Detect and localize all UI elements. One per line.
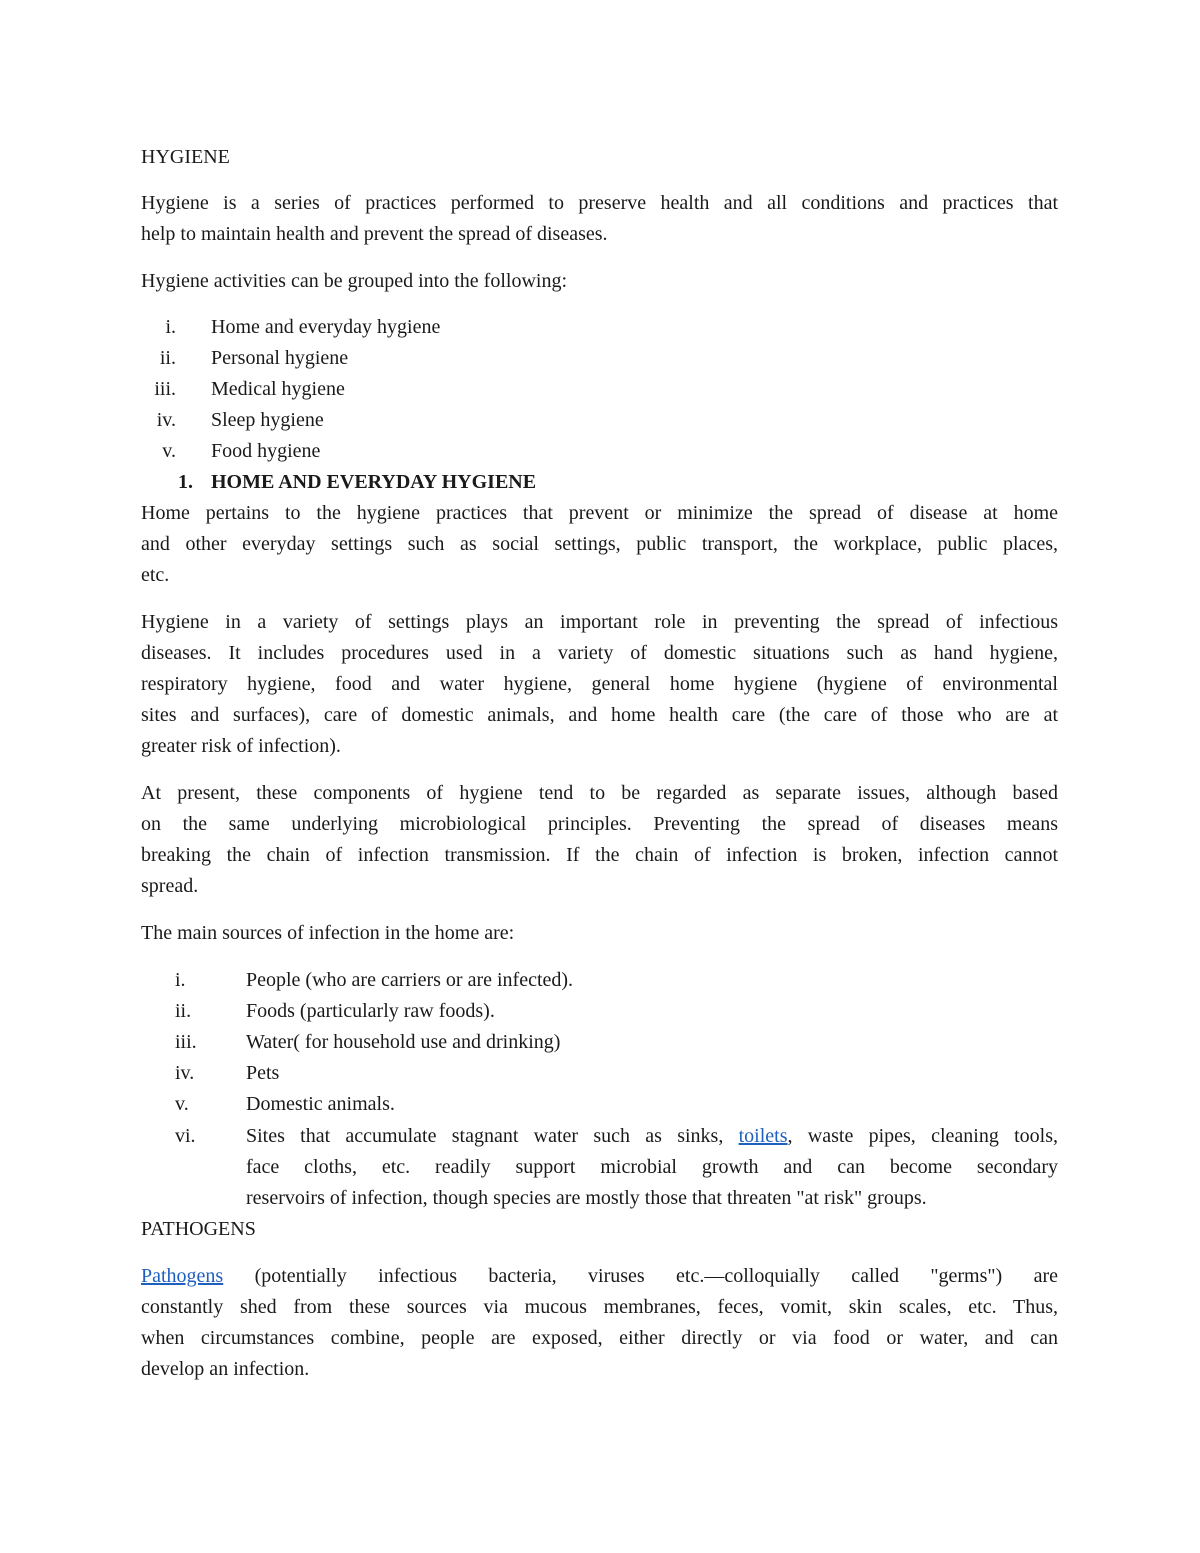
paragraph-line: Hygiene in a variety of settings plays an important role in preventing the spread of infectious [141,611,1058,633]
intro-line: help to maintain health and prevent the spread of diseases. [141,223,608,245]
intro-line: Hygiene is a series of practices performed to preserve health and all conditions and practices that [141,192,1058,214]
list-marker: ii. [175,1000,192,1022]
paragraph-text: (potentially infectious bacteria, viruses etc.—colloquially called "germs") are [223,1265,1058,1287]
list-item: Medical hygiene [211,378,345,400]
pathogens-heading: PATHOGENS [141,1218,256,1240]
list-item: Foods (particularly raw foods). [246,1000,495,1022]
paragraph-line: greater risk of infection). [141,735,341,757]
paragraph-line: constantly shed from these sources via mucous membranes, feces, vomit, skin scales, etc. Thus, [141,1296,1058,1318]
paragraph-line: breaking the chain of infection transmission. If the chain of infection is broken, infection cannot [141,844,1058,866]
list-item-text: , waste pipes, cleaning tools, [787,1125,1058,1147]
paragraph-line: develop an infection. [141,1358,310,1380]
list-item-text: Sites that accumulate stagnant water such as sinks, [246,1125,739,1147]
section-heading: HOME AND EVERYDAY HYGIENE [211,471,537,493]
paragraph-line: etc. [141,564,170,586]
paragraph-line: Home pertains to the hygiene practices that prevent or minimize the spread of disease at home [141,502,1058,524]
list-item: Water( for household use and drinking) [246,1031,561,1053]
list-item: People (who are carriers or are infected). [246,969,574,991]
pathogens-link[interactable]: Pathogens [141,1265,224,1287]
list-marker: i. [165,316,176,338]
list-item: Personal hygiene [211,347,349,369]
paragraph-line: when circumstances combine, people are exposed, either directly or via food or water, and can [141,1327,1058,1349]
list-item: Home and everyday hygiene [211,316,441,338]
list-marker: i. [175,969,186,991]
document-title: HYGIENE [141,146,230,168]
paragraph-line: and other everyday settings such as social settings, public transport, the workplace, public places, [141,533,1058,555]
list-marker: iii. [154,378,176,400]
list-marker: iv. [156,409,176,431]
list-item-line: face cloths, etc. readily support microbial growth and can become secondary [246,1156,1058,1178]
list-marker: v. [162,440,176,462]
paragraph-line: diseases. It includes procedures used in a variety of domestic situations such as hand hygiene, [141,642,1058,664]
list-marker: ii. [159,347,176,369]
list-marker: v. [175,1093,189,1115]
toilets-link[interactable]: toilets [738,1125,788,1147]
paragraph-line: on the same underlying microbiological principles. Preventing the spread of diseases means [141,813,1058,835]
list-marker: vi. [175,1125,196,1147]
paragraph-line [141,1264,1058,1288]
section-number: 1. [178,471,193,493]
list-item [246,1124,1058,1148]
list-item: Sleep hygiene [211,409,324,431]
list-item: Food hygiene [211,440,321,462]
paragraph-line: At present, these components of hygiene tend to be regarded as separate issues, although based [141,782,1058,804]
paragraph-line: spread. [141,875,199,897]
list-marker: iv. [175,1062,195,1084]
groups-lead: Hygiene activities can be grouped into the following: [141,270,567,292]
list-item: Domestic animals. [246,1093,395,1115]
paragraph-line: respiratory hygiene, food and water hygiene, general home hygiene (hygiene of environmental [141,673,1058,695]
sources-lead: The main sources of infection in the home are: [141,922,515,944]
list-item-line: reservoirs of infection, though species are mostly those that threaten "at risk" groups. [246,1187,927,1209]
list-item: Pets [246,1062,280,1084]
list-marker: iii. [175,1031,197,1053]
paragraph-line: sites and surfaces), care of domestic animals, and home health care (the care of those who are at [141,704,1058,726]
